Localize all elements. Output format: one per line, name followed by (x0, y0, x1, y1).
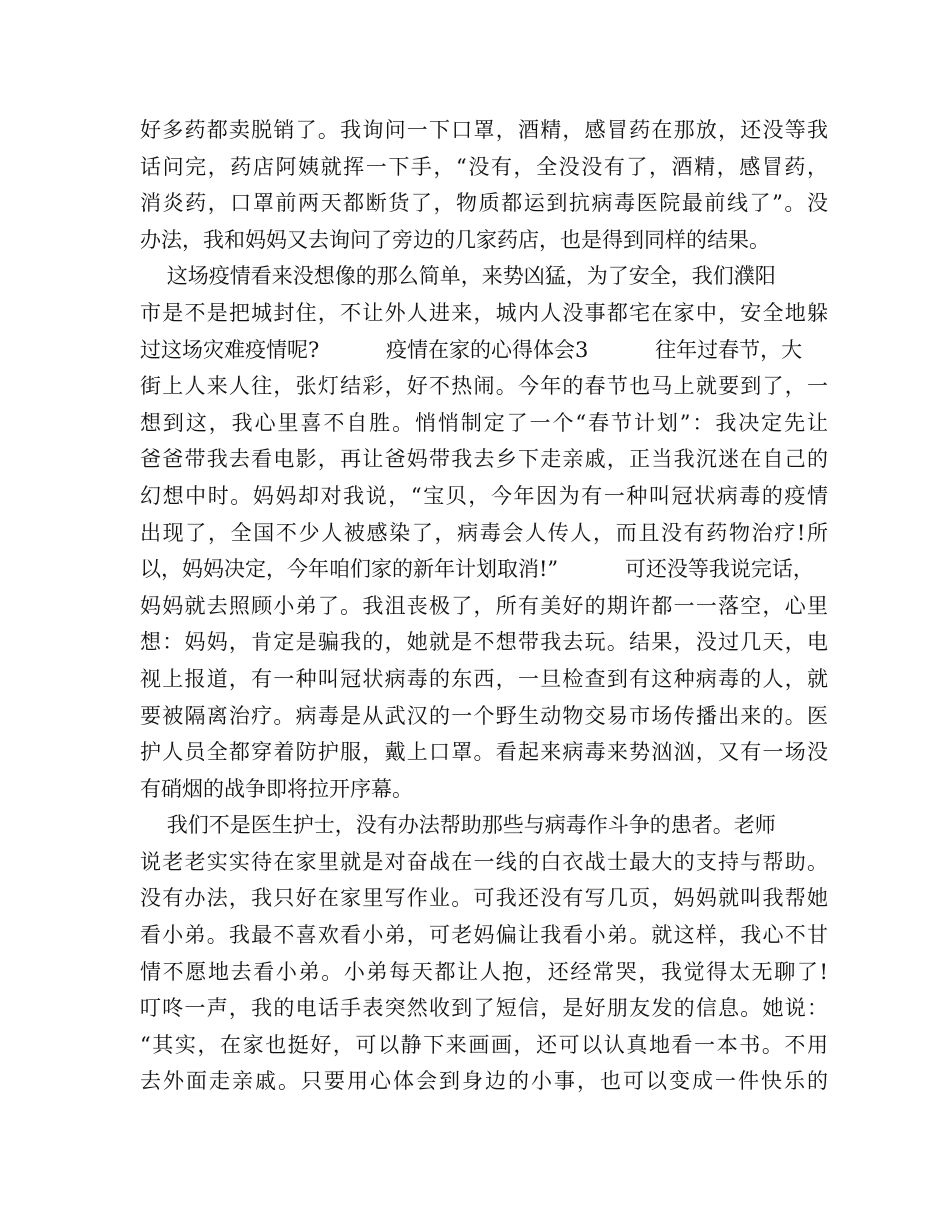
text-line: 想：妈妈，肯定是骗我的，她就是不想带我去玩。结果，没过几天，电 (140, 630, 828, 655)
body-text (140, 112, 828, 1100)
text-line: 要被隔离治疗。病毒是从武汉的一个野生动物交易市场传播出来的。医 (140, 703, 828, 728)
paragraph-first-line: 这场疫情看来没想像的那么简单，来势凶猛，为了安全，我们濮阳 (140, 264, 776, 289)
text-line: 去外面走亲戚。只要用心体会到身边的小事，也可以变成一件快乐的 (140, 1069, 828, 1094)
text-line: 看小弟。我最不喜欢看小弟，可老妈偏让我看小弟。就这样，我心不甘 (140, 923, 828, 948)
text-line: 过这场灾难疫情呢? 疫情在家的心得体会3 往年过春节，大 (140, 337, 803, 362)
text-line: 有硝烟的战争即将拉开序幕。 (140, 776, 413, 801)
text-line: 消炎药，口罩前两天都断货了，物质都运到抗病毒医院最前线了”。没 (140, 191, 828, 216)
text-line: 说老老实实待在家里就是对奋战在一线的白衣战士最大的支持与帮助。 (140, 849, 828, 874)
text-line: 市是不是把城封住，不让外人进来，城内人没事都宅在家中，安全地躲 (140, 300, 828, 325)
text-line: 话问完，药店阿姨就挥一下手，“没有，全没没有了，酒精，感冒药， (140, 154, 828, 179)
text-line: 以，妈妈决定，今年咱们家的新年计划取消!” 可还没等我说完话， (140, 557, 814, 582)
text-line: 出现了，全国不少人被感染了，病毒会人传人，而且没有药物治疗!所 (140, 520, 828, 545)
text-line: 叮咚一声，我的电话手表突然收到了短信，是好朋友发的信息。她说： (140, 996, 828, 1021)
text-line: 爸爸带我去看电影，再让爸妈带我去乡下走亲戚，正当我沉迷在自己的 (140, 447, 828, 472)
paragraph-first-line: 我们不是医生护士，没有办法帮助那些与病毒作斗争的患者。老师 (140, 813, 776, 838)
text-line: 好多药都卖脱销了。我询问一下口罩，酒精，感冒药在那放，还没等我 (140, 118, 828, 142)
text-line: 护人员全都穿着防护服，戴上口罩。看起来病毒来势汹汹，又有一场没 (140, 740, 828, 765)
text-line: 情不愿地去看小弟。小弟每天都让人抱，还经常哭，我觉得太无聊了! (140, 959, 828, 984)
text-line: 办法，我和妈妈又去询问了旁边的几家药店，也是得到同样的结果。 (140, 227, 770, 252)
text-line: 妈妈就去照顾小弟了。我沮丧极了，所有美好的期许都一一落空，心里 (140, 593, 828, 618)
text-line: “其实，在家也挺好，可以静下来画画，还可以认真地看一本书。不用 (140, 1032, 828, 1057)
text-line: 没有办法，我只好在家里写作业。可我还没有写几页，妈妈就叫我帮她 (140, 886, 828, 911)
text-line: 视上报道，有一种叫冠状病毒的东西，一旦检查到有这种病毒的人，就 (140, 666, 828, 691)
text-line: 街上人来人往，张灯结彩，好不热闹。今年的春节也马上就要到了，一 (140, 374, 828, 399)
text-line: 幻想中时。妈妈却对我说，“宝贝，今年因为有一种叫冠状病毒的疫情 (140, 483, 828, 508)
text-line: 想到这，我心里喜不自胜。悄悄制定了一个“春节计划”：我决定先让 (140, 410, 828, 435)
